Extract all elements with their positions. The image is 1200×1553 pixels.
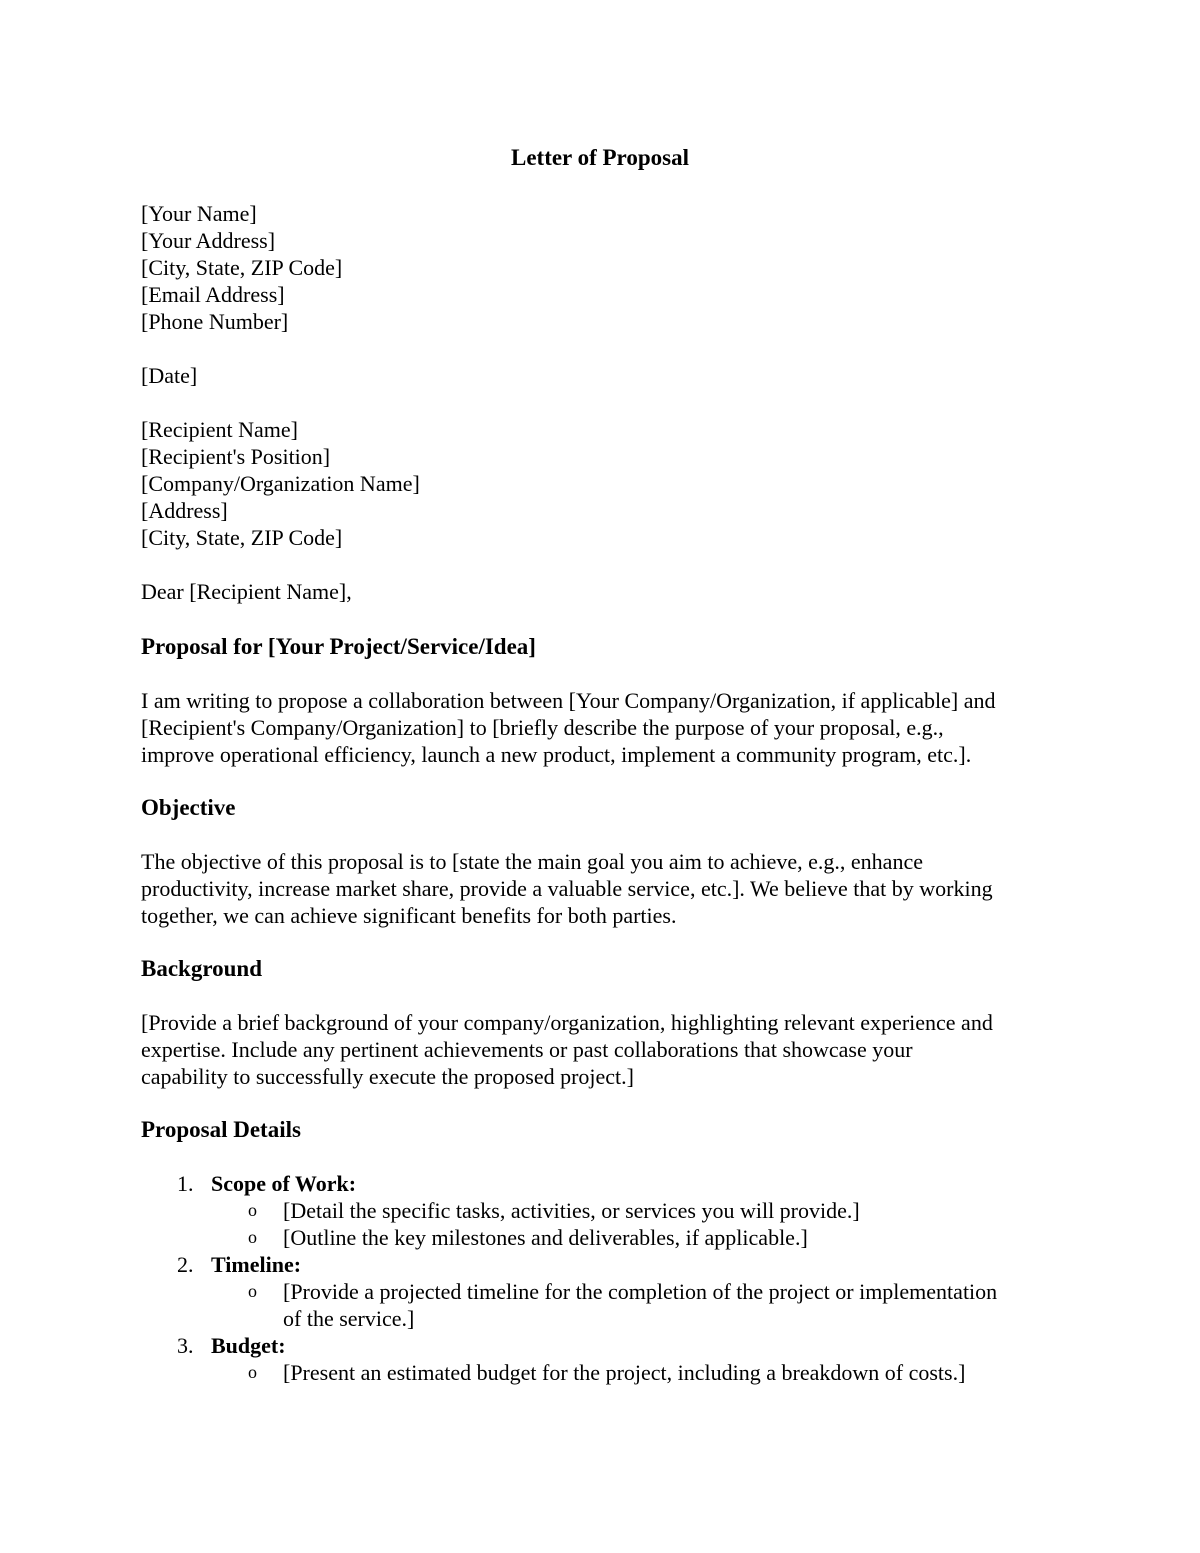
- bullet-circle-icon: o: [248, 1281, 257, 1301]
- recipient-position: [Recipient's Position]: [141, 444, 331, 469]
- bullet-text: [Provide a projected timeline for the completion of the project or implementation: [283, 1279, 998, 1304]
- item-bullets: [211, 1359, 1071, 1386]
- proposal-heading: Proposal for [Your Project/Service/Idea]: [141, 634, 536, 659]
- objective-paragraph: [141, 848, 1071, 929]
- bullet-circle-icon: o: [248, 1362, 257, 1382]
- salutation-block: [141, 578, 1071, 605]
- recipient-address: [Address]: [141, 498, 228, 523]
- bullet-text: [Detail the specific tasks, activities, or services you will provide.]: [283, 1198, 860, 1223]
- sender-email: [Email Address]: [141, 282, 285, 307]
- letter-body: [141, 143, 1071, 1386]
- bullet-text: [Present an estimated budget for the project, including a breakdown of costs.]: [283, 1360, 966, 1385]
- bullet-circle-icon: o: [248, 1227, 257, 1247]
- item-title: Timeline:: [211, 1252, 302, 1277]
- recipient-name: [Recipient Name]: [141, 417, 298, 442]
- paragraph-line: expertise. Include any pertinent achievements or past collaborations that showcase your: [141, 1037, 913, 1062]
- intro-paragraph: [141, 687, 1071, 768]
- bullet-item: [211, 1359, 1071, 1386]
- background-paragraph: [141, 1009, 1071, 1090]
- item-title: Budget:: [211, 1333, 286, 1358]
- paragraph-line: I am writing to propose a collaboration between [Your Company/Organization, if applicable] and: [141, 688, 996, 713]
- paragraph-line: together, we can achieve significant benefits for both parties.: [141, 903, 677, 928]
- proposal-details-heading: Proposal Details: [141, 1117, 301, 1142]
- item-title: Scope of Work:: [211, 1171, 357, 1196]
- item-number: 3.: [177, 1333, 194, 1358]
- bullet-circle-icon: o: [248, 1200, 257, 1220]
- objective-heading: Objective: [141, 795, 236, 820]
- background-heading: Background: [141, 956, 263, 981]
- details-item-timeline: [141, 1251, 1071, 1332]
- paragraph-line: capability to successfully execute the proposed project.]: [141, 1064, 634, 1089]
- bullet-item: [211, 1197, 1071, 1224]
- bullet-item: [211, 1278, 1071, 1332]
- sender-address: [Your Address]: [141, 228, 276, 253]
- bullet-text: of the service.]: [283, 1306, 415, 1331]
- salutation: Dear [Recipient Name],: [141, 579, 352, 604]
- proposal-details-list: [141, 1170, 1071, 1386]
- details-item-budget: [141, 1332, 1071, 1386]
- paragraph-line: [Provide a brief background of your company/organization, highlighting relevant experience and: [141, 1010, 993, 1035]
- item-bullets: [211, 1278, 1071, 1332]
- paragraph-line: productivity, increase market share, provide a valuable service, etc.]. We believe that by working: [141, 876, 993, 901]
- item-number: 2.: [177, 1252, 194, 1277]
- item-bullets: [211, 1197, 1071, 1251]
- recipient-city: [City, State, ZIP Code]: [141, 525, 343, 550]
- document-title: Letter of Proposal: [510, 145, 689, 170]
- recipient-block: [141, 416, 1071, 551]
- sender-name: [Your Name]: [141, 201, 257, 226]
- item-number: 1.: [177, 1171, 194, 1196]
- bullet-text: [Outline the key milestones and deliverables, if applicable.]: [283, 1225, 808, 1250]
- paragraph-line: improve operational efficiency, launch a new product, implement a community program, etc.].: [141, 742, 972, 767]
- sender-city: [City, State, ZIP Code]: [141, 255, 343, 280]
- letter-date: [Date]: [141, 363, 198, 388]
- paragraph-line: [Recipient's Company/Organization] to [briefly describe the purpose of your proposal, e.g.,: [141, 715, 944, 740]
- details-item-scope: [141, 1170, 1071, 1251]
- sender-phone: [Phone Number]: [141, 309, 289, 334]
- sender-block: [141, 200, 1071, 335]
- paragraph-line: The objective of this proposal is to [state the main goal you aim to achieve, e.g., enhance: [141, 849, 923, 874]
- bullet-item: [211, 1224, 1071, 1251]
- recipient-company: [Company/Organization Name]: [141, 471, 420, 496]
- date-block: [141, 362, 1071, 389]
